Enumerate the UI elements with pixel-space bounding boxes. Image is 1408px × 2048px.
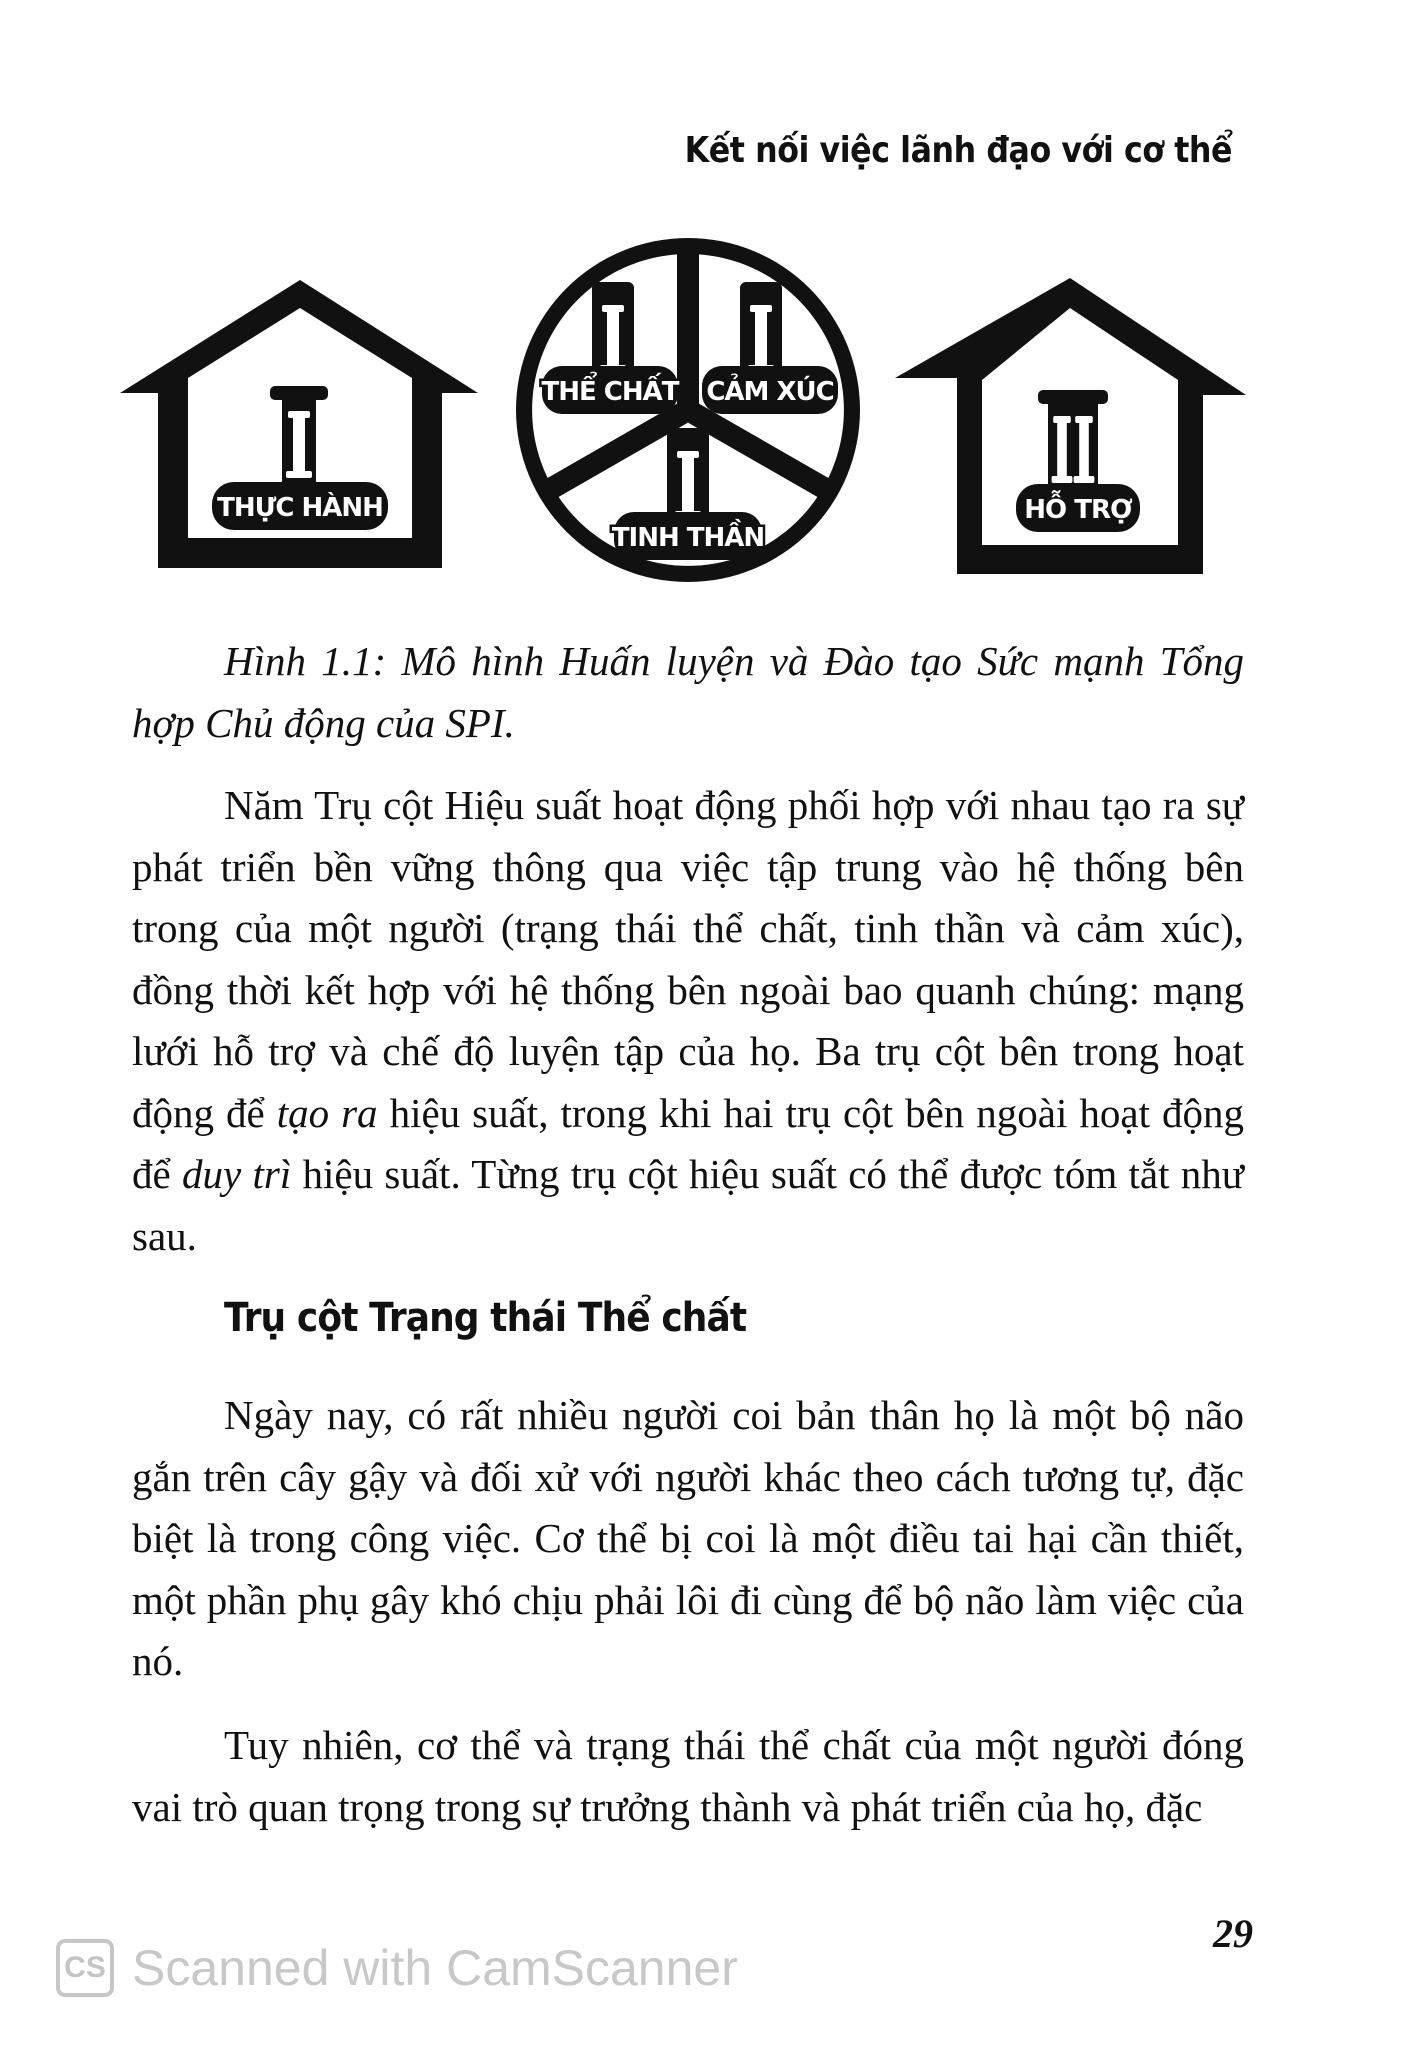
paragraph-1-emphasis-b: duy trì (182, 1151, 292, 1197)
watermark-text: Scanned with CamScanner (132, 1940, 738, 1996)
paragraph-1-text-a: Năm Trụ cột Hiệu suất hoạt động phối hợp với nhau tạo ra sự phát triển bền vững thông qua việc tập trung vào hệ thống bên trong của một người (trạng thái thể chất, tinh thần và cảm xúc), đồng thời kết hợp với hệ thống bên ngoài bao quanh chúng: mạng lưới hỗ trợ và chế độ luyện tập của họ. Ba trụ cột bên trong hoạt động để (132, 782, 1244, 1136)
paragraph-1-text-b: hiệu suất, trong khi hai trụ cột bên ngoài hoạt động để (132, 1089, 1244, 1197)
figure-caption: Hình 1.1: Mô hình Huấn luyện và Đào tạo Sức mạnh Tổng hợp Chủ động của SPI. (132, 638, 1244, 746)
running-head: Kết nối việc lãnh đạo với cơ thể (684, 130, 1232, 171)
physical-label: THỂ CHẤT (541, 377, 679, 407)
support-house-icon (895, 278, 1246, 574)
camscanner-watermark (56, 1936, 738, 2000)
spi-model-figure (0, 200, 1408, 600)
camscanner-logo-icon: CS (56, 1939, 114, 1997)
paragraph-3: Tuy nhiên, cơ thể và trạng thái thể chất của một người đóng vai trò quan trọng trong sự trưởng thành và phát triển của họ, đặc (132, 1722, 1244, 1830)
practice-house-icon (120, 280, 478, 568)
mental-label: TINH THẦN (611, 523, 765, 553)
page-number: 29 (1213, 1911, 1253, 1956)
practice-label: THỰC HÀNH (217, 493, 383, 523)
paragraph-1-text-c: hiệu suất. Từng trụ cột hiệu suất có thể được tóm tắt như sau. (132, 1151, 1245, 1259)
paragraph-1-emphasis-a: tạo ra (276, 1089, 378, 1136)
paragraph-1 (132, 775, 1244, 1267)
inner-pillars-circle (516, 238, 860, 582)
section-heading: Trụ cột Trạng thái Thể chất (224, 1295, 747, 1341)
support-label: HỖ TRỢ (1024, 495, 1132, 525)
paragraph-2: Ngày nay, có rất nhiều người coi bản thân họ là một bộ não gắn trên cây gậy và đối xử với người khác theo cách tương tự, đặc biệt là trong công việc. Cơ thể bị coi là một điều tai hại cần thiết, một phần phụ gây khó chịu phải lôi đi cùng để bộ não làm việc của nó. (132, 1392, 1244, 1684)
emotional-label: CẢM XÚC (706, 377, 834, 407)
